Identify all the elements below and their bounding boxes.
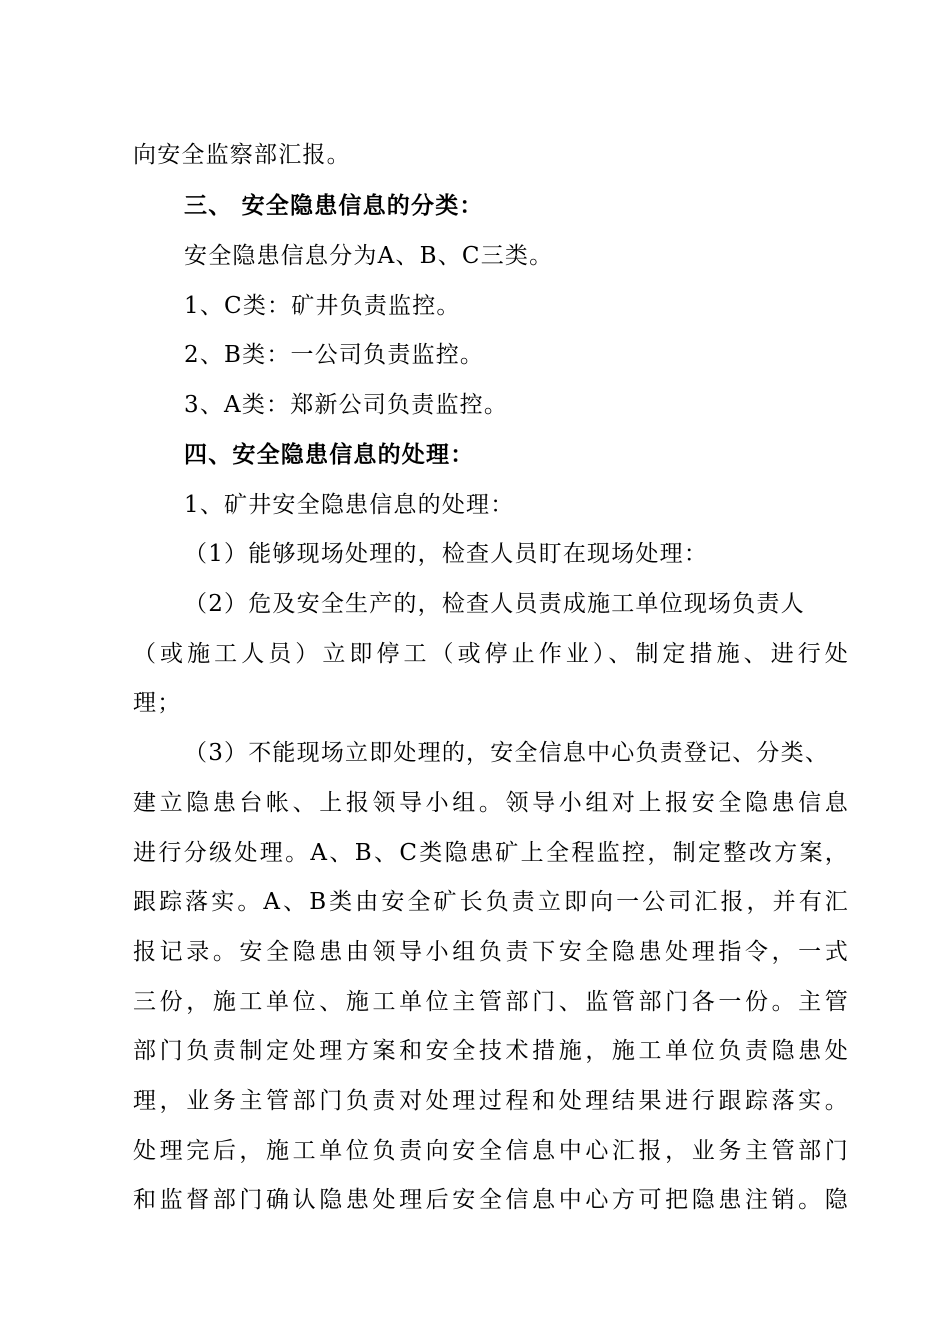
list-item: 1、C类：矿井负责监控。 xyxy=(184,293,461,319)
paragraph-line: 进行分级处理。A、B、C类隐患矿上全程监控，制定整改方案， xyxy=(133,840,849,866)
paragraph-line: 报记录。安全隐患由领导小组负责下安全隐患处理指令，一式 xyxy=(133,939,849,965)
section-heading-3: 三、 安全隐患信息的分类： xyxy=(184,192,484,219)
section-heading-4: 四、安全隐患信息的处理： xyxy=(184,441,475,468)
list-item: 3、A类：郑新公司负责监控。 xyxy=(184,392,509,418)
paragraph-line: 部门负责制定处理方案和安全技术措施，施工单位负责隐患处 xyxy=(133,1038,849,1064)
paragraph-line: （3）不能现场立即处理的，安全信息中心负责登记、分类、 xyxy=(184,740,830,766)
subsection-heading: 1、矿井安全隐患信息的处理： xyxy=(184,492,515,518)
paragraph-line: 和监督部门确认隐患处理后安全信息中心方可把隐患注销。隐 xyxy=(133,1187,849,1213)
paragraph-line: （2）危及安全生产的，检查人员责成施工单位现场负责人 xyxy=(184,591,805,617)
paragraph-line: （或施工人员）立即停工（或停止作业）、制定措施、进行处 xyxy=(133,641,849,667)
list-item: 2、B类：一公司负责监控。 xyxy=(184,342,485,368)
paragraph-line: 三份，施工单位、施工单位主管部门、监管部门各一份。主管 xyxy=(133,989,849,1015)
paragraph-line: 处理完后，施工单位负责向安全信息中心汇报，业务主管部门 xyxy=(133,1138,849,1164)
paragraph-line: 跟踪落实。A、B类由安全矿长负责立即向一公司汇报，并有汇 xyxy=(133,889,849,915)
paragraph-line: 向安全监察部汇报。 xyxy=(133,142,351,168)
paragraph-line: 理，业务主管部门负责对处理过程和处理结果进行跟踪落实。 xyxy=(133,1088,849,1114)
list-item: （1）能够现场处理的，检查人员盯在现场处理： xyxy=(184,541,709,567)
paragraph-line: 理； xyxy=(133,690,182,716)
paragraph-line: 建立隐患台帐、上报领导小组。领导小组对上报安全隐患信息 xyxy=(133,790,849,816)
paragraph-line: 安全隐患信息分为A、B、C三类。 xyxy=(184,243,554,269)
